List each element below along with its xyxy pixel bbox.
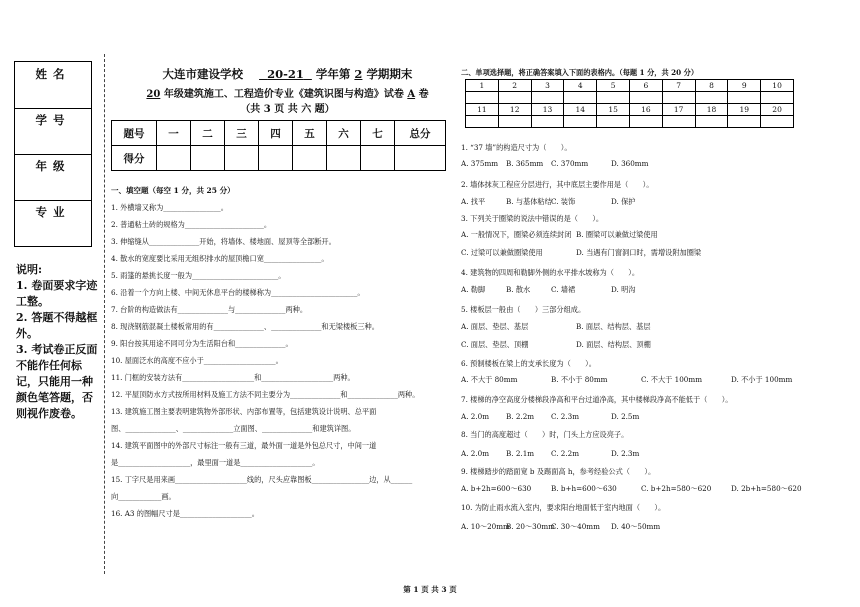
answer-input-row [466,92,794,104]
score-header-cell: 五 [293,121,327,146]
choice-option: D. 保护 [611,197,636,206]
answer-cell[interactable] [761,92,794,104]
answer-cell[interactable] [564,116,597,128]
choice-options-row [461,375,841,385]
info-divider [15,154,91,155]
answer-cell[interactable] [564,92,597,104]
answer-number: 15 [597,104,630,116]
paper-suffix: 卷 [418,89,429,100]
answer-number: 18 [695,104,728,116]
choice-option: C. 2.3m [551,412,580,421]
choice-option: C. 墙裙 [551,285,576,294]
answer-cell[interactable] [531,116,564,128]
score-value-row [112,146,446,171]
answer-number-row [466,104,794,116]
answer-number: 2 [498,80,531,92]
answer-cell[interactable] [695,92,728,104]
grade-number: 20 [146,89,161,100]
choice-question-stem: 6. 预制楼板在梁上的支承长度为（ ）。 [461,359,596,368]
fill-question: 是____________________，最里面一道是____________________。 [111,458,320,467]
label-grade: 年级 [35,159,71,173]
choice-option: B. 2.2m [506,412,535,421]
choice-option: B. 20～30mm [506,522,555,531]
choice-option: B. 面层、结构层、基层 [576,322,651,331]
term-number: 2 [354,67,363,81]
score-header-cell: 一 [157,121,191,146]
choice-options-row [461,449,841,459]
choice-options-row [461,340,841,350]
choice-option: B. 圈梁可以兼做过梁使用 [576,230,658,239]
answer-cell[interactable] [597,92,630,104]
fill-question: 14. 建筑平面图中的外部尺寸标注一般有三道，最外面一道是外包总尺寸，中间一道 [111,441,377,450]
label-student-id: 学号 [35,113,71,127]
answer-number-row [466,80,794,92]
answer-number: 14 [564,104,597,116]
choice-option: C. 不大于 100mm [641,375,703,384]
choice-option: C. 370mm [551,159,589,168]
choice-option: B. 散水 [506,285,531,294]
answer-number: 10 [761,80,794,92]
fill-question: 图、______________、______________立面图、______________和建筑详图。 [111,424,356,433]
answer-cell[interactable] [695,116,728,128]
answer-number: 7 [662,80,695,92]
answer-cell[interactable] [728,92,761,104]
answer-cell[interactable] [498,116,531,128]
choice-option: A. 不大于 80mm [461,375,518,384]
fill-question: 3. 伸缩缝从______________开始，将墙体、楼地面、屋顶等全部断开。 [111,237,336,246]
choice-option: D. 2.3m [611,449,640,458]
choice-question-stem: 8. 当门的高度超过（ ）时，门头上方应设亮子。 [461,430,629,439]
choice-option: A. 10～20mm [461,522,510,531]
fill-question: 9. 阳台按其用途不同可分为生活阳台和______________。 [111,339,293,348]
answer-number: 17 [662,104,695,116]
exam-title-line2 [110,85,465,100]
fill-question: 8. 现浇钢筋混凝土楼板常用的有______________、______________和无梁楼板三种。 [111,322,379,331]
exam-notes [16,262,98,422]
choice-option: A. 面层、垫层、基层 [461,322,529,331]
exam-title-line1 [110,66,465,82]
answer-number: 19 [728,104,761,116]
exam-title-line3: （共 3 页 共 六 题） [240,104,335,115]
score-header-cell: 六 [327,121,361,146]
answer-number: 4 [564,80,597,92]
year-mid-text: 学年第 [315,67,351,81]
score-table [111,120,446,171]
choice-option: A. 一般情况下，圈梁必须连续封闭 [461,230,572,239]
choice-option: A. 2.0m [461,449,490,458]
school-year: 20-21 [267,67,304,81]
fill-question: 2. 普通粘土砖的规格为______________________。 [111,220,272,229]
score-input-cell[interactable] [259,146,293,171]
fill-question: 10. 屋面泛水的高度不应小于____________________。 [111,356,283,365]
answer-number: 16 [629,104,662,116]
choice-option: D. 明沟 [611,285,636,294]
choice-option: A. 375mm [461,159,499,168]
choice-question-stem: 5. 楼板层一般由（ ）三部分组成。 [461,305,586,314]
choice-option: B. b+h=600～630 [551,484,617,493]
choice-option: C. 过梁可以兼做圈梁使用 [461,248,543,257]
choice-option: C. 2.2m [551,449,580,458]
choice-options-row [461,159,841,169]
answer-table [465,79,794,128]
choice-options-row [461,484,841,494]
answer-cell[interactable] [662,92,695,104]
answer-number: 6 [629,80,662,92]
choice-question-stem: 1. “37 墙”的构造尺寸为（ ）。 [461,143,572,152]
page-footer: 第 1 页 共 3 页 [403,585,457,594]
choice-question-stem: 10. 为防止雨水流入室内，要求阳台地面低于室内地面（ ）。 [461,503,666,512]
choice-option: D. 2.5m [611,412,640,421]
answer-cell[interactable] [662,116,695,128]
score-row-label: 得分 [112,146,157,171]
answer-number: 13 [531,104,564,116]
score-input-cell[interactable] [327,146,361,171]
score-header-cell: 四 [259,121,293,146]
choice-option: D. 40～50mm [611,522,661,531]
school-name: 大连市建设学校 [162,67,244,81]
answer-cell[interactable] [466,92,499,104]
answer-cell[interactable] [466,116,499,128]
choice-option: A. 勒脚 [461,285,486,294]
answer-cell[interactable] [629,92,662,104]
choice-option: A. b+2h=600～630 [461,484,532,493]
choice-option: D. 2b+h=580～620 [731,484,802,493]
answer-number: 1 [466,80,499,92]
answer-number: 11 [466,104,499,116]
note-item: 1. 卷面要求字迹工整。 [16,279,98,308]
exam-subject: 年级建筑施工、工程造价专业《建筑识图与构造》试卷 [163,89,404,100]
fill-question: 向____________画。 [111,492,176,501]
answer-cell[interactable] [728,116,761,128]
choice-options-row [461,322,841,332]
answer-cell[interactable] [531,92,564,104]
score-header-cell: 题号 [112,121,157,146]
choice-option: D. 面层、结构层、顶棚 [576,340,651,349]
score-input-cell[interactable] [191,146,225,171]
choice-option: C. 30～40mm [551,522,600,531]
answer-number: 8 [695,80,728,92]
fill-question: 12. 平屋顶防水方式按所用材料及施工方法不同主要分为______________和______________两种。 [111,390,420,399]
choice-option: B. 与基体粘结 [506,197,552,206]
answer-cell[interactable] [629,116,662,128]
choice-options-row [461,285,841,295]
fill-question: 4. 散水的宽度要比采用无组织排水的屋顶檐口宽________________。 [111,254,329,263]
student-info-box [14,61,92,247]
fill-question: 6. 沿着一个方向上楼、中间无休息平台的楼梯称为________________________。 [111,288,365,297]
note-item: 2. 答题不得越框外。 [16,311,98,340]
choice-option: B. 365mm [506,159,544,168]
score-header-cell: 二 [191,121,225,146]
choice-question-stem: 3. 下列关于圈梁的说法中错误的是（ ）。 [461,214,604,223]
label-major: 专业 [35,205,71,219]
score-input-cell[interactable] [395,146,446,171]
answer-cell[interactable] [761,116,794,128]
score-header-cell: 总分 [395,121,446,146]
score-input-cell[interactable] [361,146,395,171]
choice-option: A. 找平 [461,197,486,206]
info-divider [15,108,91,109]
binding-dashed-line [104,54,105,574]
score-input-cell[interactable] [157,146,191,171]
info-divider [15,200,91,201]
choice-options-row [461,412,841,422]
choice-question-stem: 7. 楼梯的净空高度分楼梯段净高和平台过道净高，其中楼梯段净高不能低于（ ）。 [461,395,733,404]
choice-option: C. 装饰 [551,197,576,206]
label-name: 姓名 [35,67,71,81]
answer-cell[interactable] [597,116,630,128]
term-end-text: 学期期末 [366,67,413,81]
section2-title: 二、单项选择题，将正确答案填入下面的表格内。（每题 1 分，共 20 分） [461,68,699,77]
fill-question: 13. 建筑施工图主要表明建筑物外部形状、内部布置等，包括建筑设计说明、总平面 [111,407,377,416]
answer-input-row [466,116,794,128]
score-header-cell: 七 [361,121,395,146]
choice-option: B. 不小于 80mm [551,375,608,384]
choice-option: D. 当遇有门窗洞口时，需增设附加圈梁 [576,248,702,257]
answer-number: 20 [761,104,794,116]
choice-option: C. b+2h=580～620 [641,484,712,493]
fill-question: 15. 丁字尺是用来画____________________线的，尺头应靠图板________________边，从______ [111,475,413,484]
choice-options-row [461,248,841,258]
score-header-row [112,121,446,146]
choice-option: B. 2.1m [506,449,535,458]
notes-title: 说明: [16,263,43,276]
choice-question-stem: 9. 楼梯踏步的踏面宽 b 及踢面高 h，参考经验公式（ ）。 [461,467,656,476]
choice-options-row [461,230,841,240]
fill-question: 16. A3 的图幅尺寸是____________________。 [111,509,259,518]
fill-question: 7. 台阶的构造做法有______________与______________两种。 [111,305,308,314]
answer-number: 5 [597,80,630,92]
score-input-cell[interactable] [225,146,259,171]
choice-option: A. 2.0m [461,412,490,421]
choice-question-stem: 2. 墙体抹灰工程应分层进行，其中底层主要作用是（ ）。 [461,180,654,189]
choice-option: D. 360mm [611,159,649,168]
answer-number: 3 [531,80,564,92]
answer-number: 9 [728,80,761,92]
section1-title: 一、填空题（每空 1 分，共 25 分） [111,186,235,195]
answer-number: 12 [498,104,531,116]
choice-option: D. 不小于 100mm [731,375,793,384]
choice-options-row [461,197,841,207]
note-item: 3. 考试卷正反面不能作任何标记，只能用一种颜色笔答题，否则视作废卷。 [16,343,98,420]
fill-question: 5. 雨篷的悬挑长度一般为________________________。 [111,271,286,280]
score-header-cell: 三 [225,121,259,146]
answer-cell[interactable] [498,92,531,104]
choice-options-row [461,522,841,532]
fill-question: 11. 门框的安装方法有____________________和____________________两种。 [111,373,355,382]
fill-question: 1. 外横墙又称为________________。 [111,203,228,212]
choice-question-stem: 4. 建筑物的四周和勒脚外侧的水平排水坡称为（ ）。 [461,268,640,277]
choice-option: C. 面层、垫层、顶棚 [461,340,529,349]
score-input-cell[interactable] [293,146,327,171]
paper-version: A [407,89,416,100]
